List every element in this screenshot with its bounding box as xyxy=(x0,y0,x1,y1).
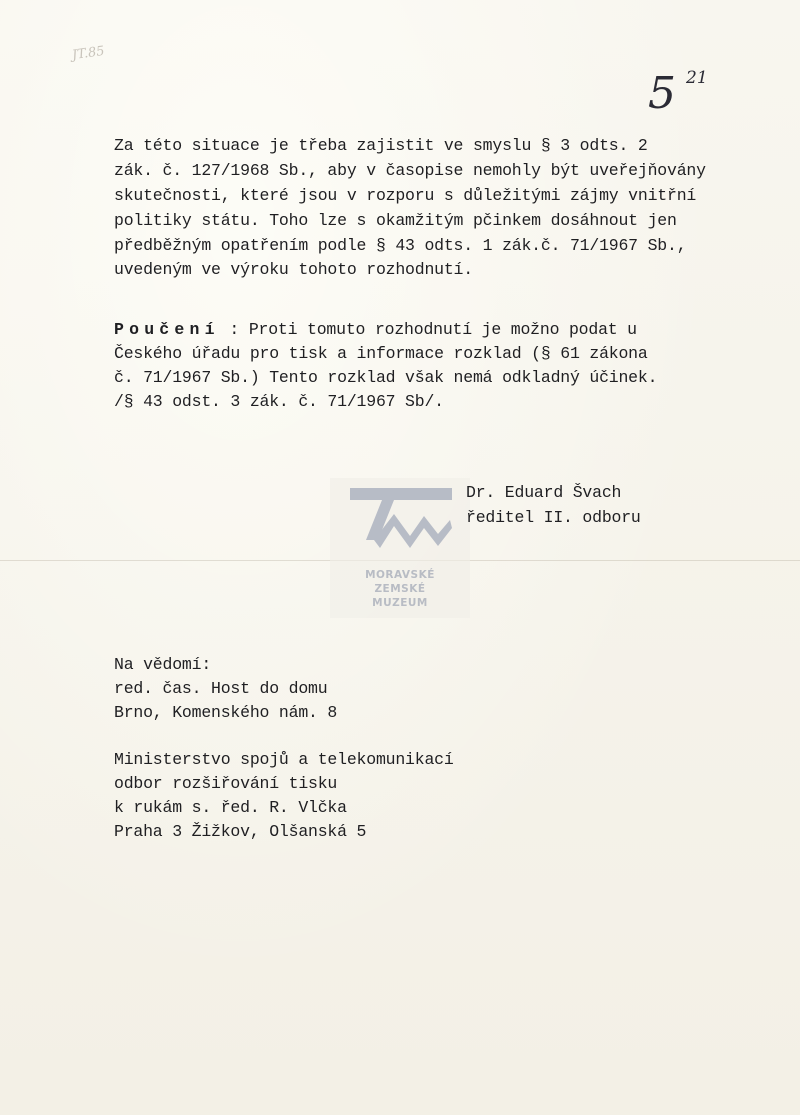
cc-recipient-line: odbor rozšiřování tisku xyxy=(114,774,338,793)
body-line: Za této situace je třeba zajistit ve smyslu § 3 odts. 2 xyxy=(114,136,648,155)
cc-recipient-line: Ministerstvo spojů a telekomunikací xyxy=(114,750,454,769)
instruction-label: Poučení xyxy=(114,320,220,339)
signatory-name: Dr. Eduard Švach xyxy=(466,483,622,502)
watermark-text-line: MORAVSKÉ xyxy=(365,569,435,581)
body-line: politiky státu. Toho lze s okamžitým pčinkem dosáhnout jen xyxy=(114,211,677,230)
museum-watermark-logo xyxy=(330,478,470,618)
body-line: uvedeným ve výroku tohoto rozhodnutí. xyxy=(114,260,473,279)
instruction-text: : Proti tomuto rozhodnutí je možno podat u xyxy=(219,320,637,339)
body-line: zák. č. 127/1968 Sb., aby v časopise nemohly být uveřejňovány xyxy=(114,161,706,180)
cc-recipient-line: red. čas. Host do domu xyxy=(114,679,328,698)
cc-recipient-line: Brno, Komenského nám. 8 xyxy=(114,703,338,722)
body-line: č. 71/1967 Sb.) Tento rozklad však nemá odkladný účinek. xyxy=(114,368,658,387)
watermark-text-line: MUZEUM xyxy=(372,597,428,609)
body-line: Českého úřadu pro tisk a informace rozklad (§ 61 zákona xyxy=(114,344,648,363)
page-mark: 21 xyxy=(686,68,708,88)
cc-recipient-line: Praha 3 Žižkov, Olšanská 5 xyxy=(114,822,367,841)
cc-label: Na vědomí: xyxy=(114,655,212,674)
watermark-text-line: ZEMSKÉ xyxy=(374,583,426,595)
pencil-note: JT.85 xyxy=(71,43,106,64)
body-line: předběžným opatřením podle § 43 odts. 1 zák.č. 71/1967 Sb., xyxy=(114,236,687,255)
museum-logo-icon xyxy=(330,478,470,568)
signatory-title: ředitel II. odboru xyxy=(466,508,641,527)
body-line: skutečnosti, které jsou v rozporu s důležitými zájmy vnitřní xyxy=(114,186,697,205)
instruction-first-line xyxy=(114,322,637,339)
body-line: /§ 43 odst. 3 zák. č. 71/1967 Sb/. xyxy=(114,392,444,411)
page-number: 5 xyxy=(648,68,676,119)
cc-recipient-line: k rukám s. řed. R. Vlčka xyxy=(114,798,347,817)
